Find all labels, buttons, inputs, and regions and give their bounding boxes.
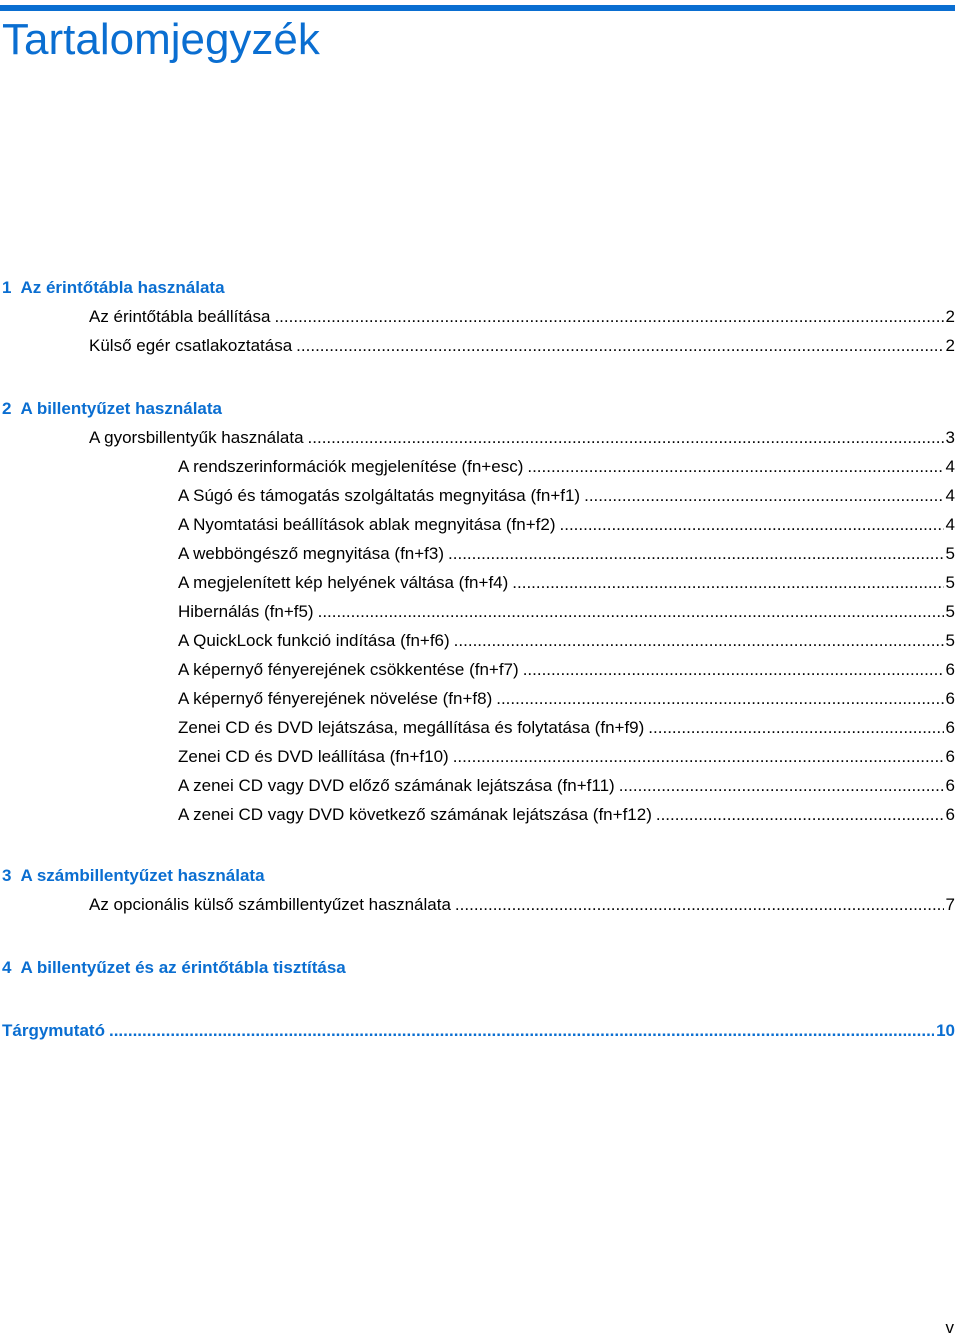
toc-entry[interactable] xyxy=(89,335,955,357)
dot-leader xyxy=(560,514,944,536)
toc-subentry[interactable] xyxy=(178,659,955,681)
toc-entry-page: 5 xyxy=(945,631,955,650)
chapter-number: 3 xyxy=(2,866,12,885)
toc-subentry[interactable] xyxy=(178,601,955,623)
chapter-number: 4 xyxy=(2,958,12,977)
toc-entry-page: 4 xyxy=(945,515,955,534)
toc-entry-page: 4 xyxy=(945,486,955,505)
chapter-1-heading[interactable] xyxy=(2,277,225,299)
toc-entry-label: A képernyő fényerejének csökkentése (fn+f7) xyxy=(178,660,519,679)
toc-subentry[interactable] xyxy=(178,630,955,652)
toc-entry-label: A Súgó és támogatás szolgáltatás megnyitása (fn+f1) xyxy=(178,486,581,505)
chapter-2-heading[interactable] xyxy=(2,398,222,420)
toc-entry-page: 5 xyxy=(945,544,955,563)
dot-leader xyxy=(512,572,943,594)
chapter-title: A billentyűzet és az érintőtábla tisztítása xyxy=(20,958,346,977)
toc-entry-label: Tárgymutató xyxy=(2,1021,105,1040)
toc-entry-label: Külső egér csatlakoztatása xyxy=(89,336,293,355)
chapter-3-heading[interactable] xyxy=(2,865,265,887)
toc-subentry[interactable] xyxy=(178,514,955,536)
dot-leader xyxy=(318,601,944,623)
chapter-number: 1 xyxy=(2,278,12,297)
toc-entry-label: Az érintőtábla beállítása xyxy=(89,307,271,326)
dot-leader xyxy=(455,894,944,916)
dot-leader xyxy=(496,688,943,710)
dot-leader xyxy=(308,427,944,449)
toc-entry-page: 6 xyxy=(945,660,955,679)
toc-entry-page: 10 xyxy=(936,1021,955,1040)
toc-subentry[interactable] xyxy=(178,746,955,768)
toc-entry-label: A zenei CD vagy DVD következő számának lejátszása (fn+f12) xyxy=(178,805,652,824)
page-title: Tartalomjegyzék xyxy=(2,15,320,64)
toc-entry-page: 6 xyxy=(945,805,955,824)
dot-leader xyxy=(296,335,943,357)
toc-entry-label: A webböngésző megnyitása (fn+f3) xyxy=(178,544,445,563)
dot-leader xyxy=(584,485,943,507)
toc-entry-page: 6 xyxy=(945,747,955,766)
toc-entry-label: A megjelenített kép helyének váltása (fn+f4) xyxy=(178,573,509,592)
footer-page-number: v xyxy=(945,1318,954,1337)
dot-leader xyxy=(648,717,943,739)
toc-entry-page: 4 xyxy=(945,457,955,476)
dot-leader xyxy=(656,804,944,826)
dot-leader xyxy=(274,306,943,328)
top-rule xyxy=(0,5,955,11)
toc-entry-label: Hibernálás (fn+f5) xyxy=(178,602,314,621)
toc-subentry[interactable] xyxy=(178,717,955,739)
dot-leader xyxy=(109,1020,934,1042)
toc-entry-page: 2 xyxy=(945,336,955,355)
toc-entry[interactable] xyxy=(89,306,955,328)
chapter-title: Az érintőtábla használata xyxy=(20,278,225,297)
toc-subentry[interactable] xyxy=(178,572,955,594)
toc-entry-page: 3 xyxy=(945,428,955,447)
toc-entry-page: 5 xyxy=(945,573,955,592)
toc-entry-label: A gyorsbillentyűk használata xyxy=(89,428,304,447)
toc-entry-page: 5 xyxy=(945,602,955,621)
chapter-4-heading[interactable] xyxy=(2,957,346,979)
dot-leader xyxy=(527,456,943,478)
toc-entry-label: Az opcionális külső számbillentyűzet használata xyxy=(89,895,451,914)
toc-entry-label: A képernyő fényerejének növelése (fn+f8) xyxy=(178,689,493,708)
chapter-number: 2 xyxy=(2,399,12,418)
dot-leader xyxy=(454,630,944,652)
toc-entry[interactable] xyxy=(89,427,955,449)
toc-subentry[interactable] xyxy=(178,543,955,565)
chapter-title: A számbillentyűzet használata xyxy=(20,866,265,885)
toc-entry-page: 7 xyxy=(945,895,955,914)
chapter-title: A billentyűzet használata xyxy=(20,399,222,418)
toc-subentry[interactable] xyxy=(178,485,955,507)
toc-entry-label: A Nyomtatási beállítások ablak megnyitása (fn+f2) xyxy=(178,515,556,534)
toc-entry-page: 6 xyxy=(945,776,955,795)
dot-leader xyxy=(523,659,944,681)
toc-subentry[interactable] xyxy=(178,688,955,710)
dot-leader xyxy=(619,775,944,797)
toc-entry-label: A rendszerinformációk megjelenítése (fn+esc) xyxy=(178,457,524,476)
toc-subentry[interactable] xyxy=(178,804,955,826)
toc-index-entry[interactable] xyxy=(2,1020,955,1042)
dot-leader xyxy=(448,543,944,565)
toc-entry-page: 2 xyxy=(945,307,955,326)
toc-subentry[interactable] xyxy=(178,456,955,478)
toc-subentry[interactable] xyxy=(178,775,955,797)
toc-entry-label: A zenei CD vagy DVD előző számának lejátszása (fn+f11) xyxy=(178,776,615,795)
toc-entry[interactable] xyxy=(89,894,955,916)
toc-entry-label: Zenei CD és DVD lejátszása, megállítása és folytatása (fn+f9) xyxy=(178,718,645,737)
toc-entry-page: 6 xyxy=(945,689,955,708)
toc-entry-label: Zenei CD és DVD leállítása (fn+f10) xyxy=(178,747,449,766)
toc-entry-page: 6 xyxy=(945,718,955,737)
dot-leader xyxy=(453,746,944,768)
toc-entry-label: A QuickLock funkció indítása (fn+f6) xyxy=(178,631,450,650)
